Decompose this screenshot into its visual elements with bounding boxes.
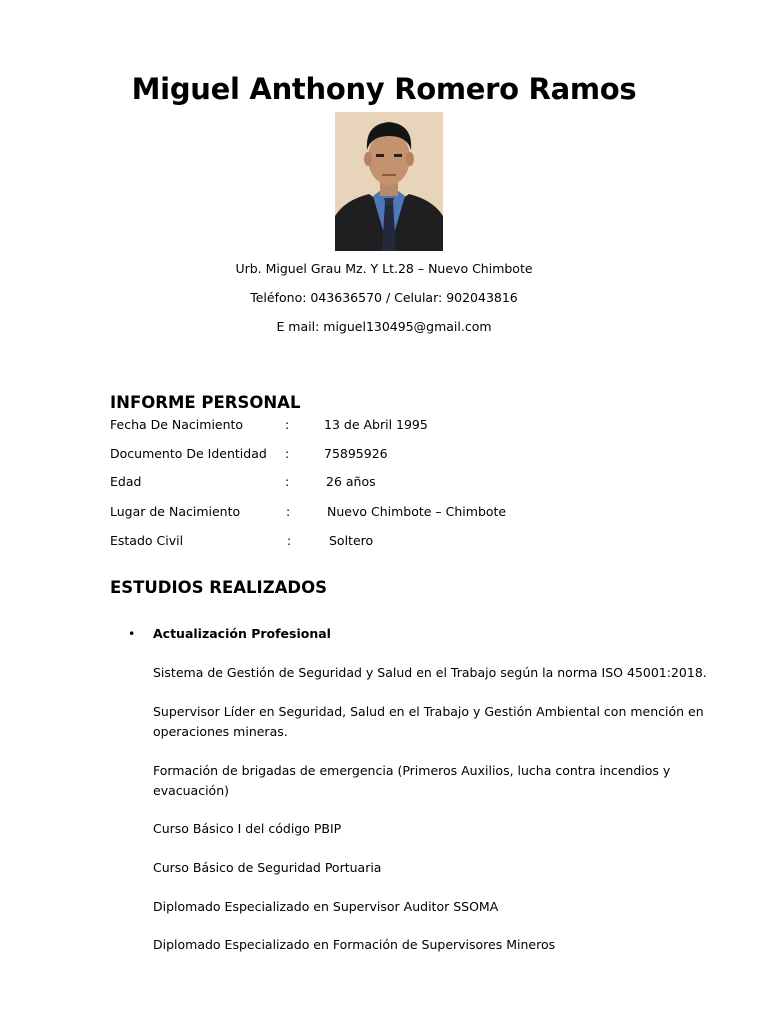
info-label: Edad: [110, 474, 142, 489]
info-colon: :: [285, 417, 290, 432]
info-colon: :: [287, 533, 292, 548]
info-value: Soltero: [329, 533, 374, 548]
profile-photo: [335, 112, 443, 251]
info-label: Fecha De Nacimiento: [110, 417, 244, 432]
bullet-label: Actualización Profesional: [153, 626, 331, 641]
study-item-seguridad-portuaria: Curso Básico de Seguridad Portuaria: [153, 860, 382, 875]
info-colon: :: [286, 504, 291, 519]
study-item-pbip: Curso Básico I del código PBIP: [153, 821, 342, 836]
contact-address: Urb. Miguel Grau Mz. Y Lt.28 – Nuevo Chimbote: [235, 261, 533, 276]
info-colon: :: [285, 474, 290, 489]
study-item-auditor-ssoma: Diplomado Especializado en Supervisor Auditor SSOMA: [153, 899, 499, 914]
info-value: Nuevo Chimbote – Chimbote: [327, 504, 507, 519]
info-colon: :: [285, 446, 290, 461]
page-title: Miguel Anthony Romero Ramos: [131, 72, 637, 106]
study-item-brigadas: Formación de brigadas de emergencia (Primeros Auxilios, lucha contra incendios y evacuación): [153, 763, 671, 798]
contact-phone: Teléfono: 043636570 / Celular: 902043816: [250, 290, 518, 305]
info-label: Estado Civil: [110, 533, 184, 548]
info-label: Lugar de Nacimiento: [110, 504, 241, 519]
info-value: 26 años: [326, 474, 376, 489]
info-value: 13 de Abril 1995: [324, 417, 428, 432]
contact-email[interactable]: E mail: miguel130495@gmail.com: [276, 319, 492, 334]
study-item-iso-45001: Sistema de Gestión de Seguridad y Salud en el Trabajo según la norma ISO 45001:2018.: [153, 665, 707, 680]
study-item-supervisor-lider: Supervisor Líder en Seguridad, Salud en el Trabajo y Gestión Ambiental con mención en operaciones mineras.: [153, 704, 704, 739]
section-heading-personal: INFORME PERSONAL: [110, 393, 301, 412]
bullet-icon: •: [128, 626, 136, 641]
info-value: 75895926: [324, 446, 388, 461]
study-item-supervisores-mineros: Diplomado Especializado en Formación de Supervisores Mineros: [153, 937, 556, 952]
info-label: Documento De Identidad: [110, 446, 267, 461]
section-heading-studies: ESTUDIOS REALIZADOS: [110, 578, 328, 597]
